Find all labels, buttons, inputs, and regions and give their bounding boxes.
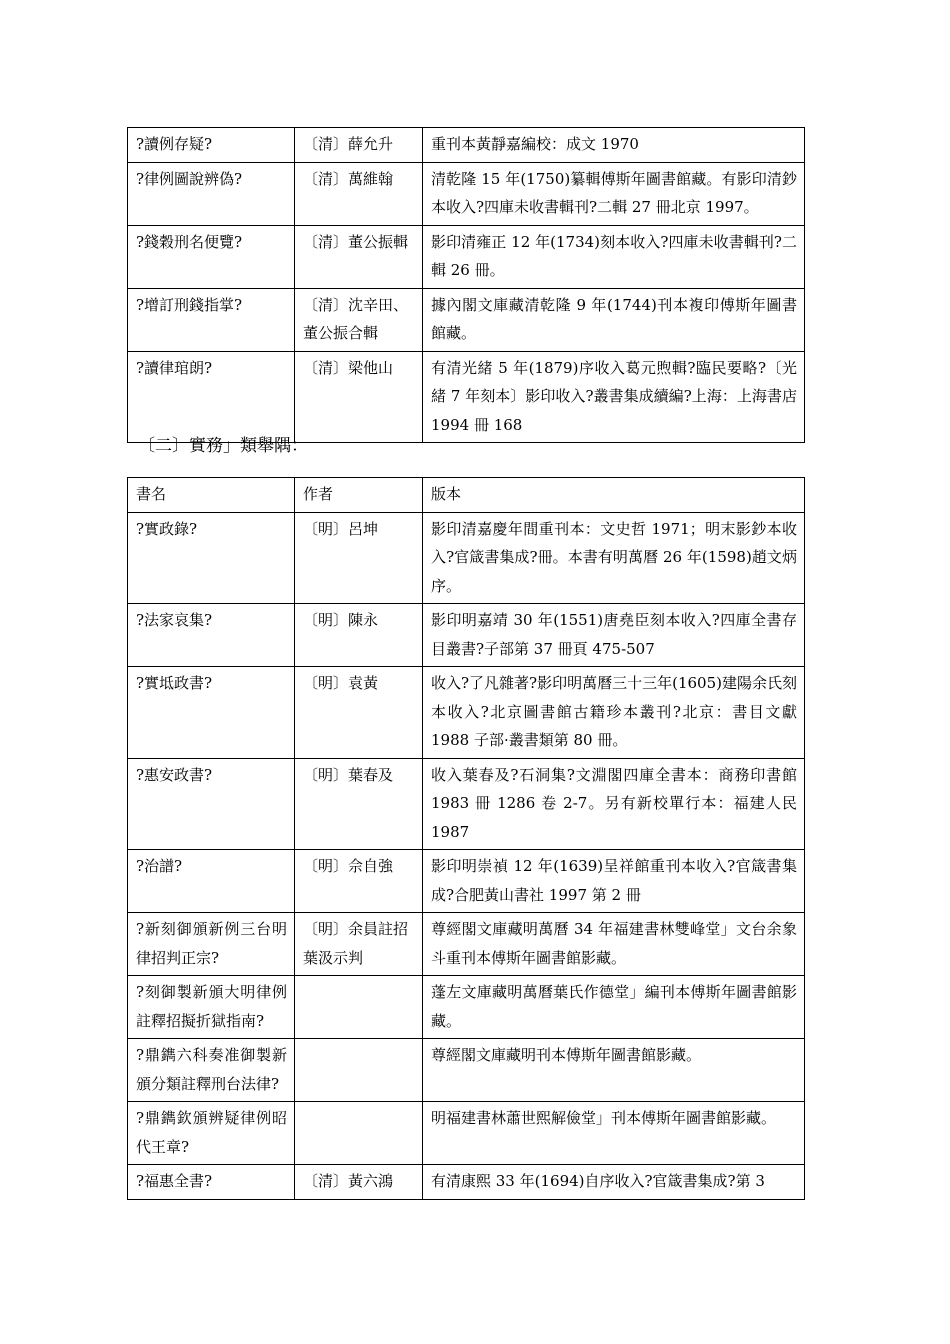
- edition-cell: 影印明嘉靖 30 年(1551)唐堯臣刻本收入?四庫全書存目叢書?子部第 37 冊頁 475-507: [423, 604, 805, 667]
- table-row: [128, 667, 805, 759]
- author-cell: [295, 1102, 423, 1165]
- table-row: [128, 604, 805, 667]
- section-heading: 〔二〕實務」類舉隅：: [138, 436, 308, 456]
- edition-cell: 據內閣文庫藏清乾隆 9 年(1744)刊本複印傅斯年圖書館藏。: [423, 288, 805, 351]
- table-row: [128, 1102, 805, 1165]
- edition-cell: 收入葉春及?石洞集?文淵閣四庫全書本：商務印書館 1983 冊 1286 卷 2-7。另有新校單行本：福建人民 1987: [423, 758, 805, 850]
- title-cell: ?實政錄?: [128, 512, 295, 604]
- title-cell: ?惠安政書?: [128, 758, 295, 850]
- author-cell: 〔明〕葉春及: [295, 758, 423, 850]
- table-legal-texts: [127, 127, 805, 443]
- table-header-row: [128, 478, 805, 513]
- edition-cell: 影印清雍正 12 年(1734)刻本收入?四庫未收書輯刊?二輯 26 冊。: [423, 225, 805, 288]
- title-cell: ?新刻御頒新例三台明律招判正宗?: [128, 913, 295, 976]
- title-cell: ?錢穀刑名便覽?: [128, 225, 295, 288]
- table-row: [128, 913, 805, 976]
- title-cell: ?鼎鐫欽頒辨疑律例昭代王章?: [128, 1102, 295, 1165]
- table-row: [128, 288, 805, 351]
- title-cell: ?讀律琯朗?: [128, 351, 295, 443]
- table-row: [128, 512, 805, 604]
- edition-cell: 影印清嘉慶年間重刊本：文史哲 1971；明末影鈔本收入?官箴書集成?冊。本書有明萬曆 26 年(1598)趙文炳序。: [423, 512, 805, 604]
- edition-cell: 蓬左文庫藏明萬曆葉氏作德堂」編刊本傅斯年圖書館影藏。: [423, 976, 805, 1039]
- author-cell: 〔清〕董公振輯: [295, 225, 423, 288]
- header-edition: 版本: [423, 478, 805, 513]
- edition-cell: 尊經閣文庫藏明萬曆 34 年福建書林雙峰堂」文台余象斗重刊本傅斯年圖書館影藏。: [423, 913, 805, 976]
- title-cell: ?增訂刑錢指掌?: [128, 288, 295, 351]
- author-cell: 〔明〕呂坤: [295, 512, 423, 604]
- title-cell: ?福惠全書?: [128, 1165, 295, 1200]
- author-cell: [295, 976, 423, 1039]
- title-cell: ?鼎鐫六科奏准御製新頒分類註釋刑台法律?: [128, 1039, 295, 1102]
- table-practical-texts: [127, 477, 805, 1200]
- table-row: [128, 225, 805, 288]
- table-row: [128, 976, 805, 1039]
- table-row: [128, 128, 805, 163]
- author-cell: [295, 1039, 423, 1102]
- table-row: [128, 162, 805, 225]
- author-cell: 〔清〕薛允升: [295, 128, 423, 163]
- table-row: [128, 1039, 805, 1102]
- author-cell: 〔清〕沈辛田、董公振合輯: [295, 288, 423, 351]
- title-cell: ?刻御製新頒大明律例註釋招擬折獄指南?: [128, 976, 295, 1039]
- table-row: [128, 351, 805, 443]
- edition-cell: 尊經閣文庫藏明刊本傅斯年圖書館影藏。: [423, 1039, 805, 1102]
- edition-cell: 有清康熙 33 年(1694)自序收入?官箴書集成?第 3: [423, 1165, 805, 1200]
- table-row: [128, 1165, 805, 1200]
- header-author: 作者: [295, 478, 423, 513]
- title-cell: ?讀例存疑?: [128, 128, 295, 163]
- author-cell: 〔清〕黃六鴻: [295, 1165, 423, 1200]
- edition-cell: 影印明崇禎 12 年(1639)呈祥館重刊本收入?官箴書集成?合肥黃山書社 1997 第 2 冊: [423, 850, 805, 913]
- header-title: 書名: [128, 478, 295, 513]
- title-cell: ?法家哀集?: [128, 604, 295, 667]
- title-cell: ?實坻政書?: [128, 667, 295, 759]
- table-row: [128, 850, 805, 913]
- table-row: [128, 758, 805, 850]
- edition-cell: 收入?了凡雜著?影印明萬曆三十三年(1605)建陽余氏刻本收入?北京圖書館古籍珍本叢刊?北京：書目文獻 1988 子部·叢書類第 80 冊。: [423, 667, 805, 759]
- edition-cell: 重刊本黃靜嘉編校：成文 1970: [423, 128, 805, 163]
- author-cell: 〔明〕陳永: [295, 604, 423, 667]
- author-cell: 〔明〕袁黃: [295, 667, 423, 759]
- edition-cell: 有清光緒 5 年(1879)序收入葛元煦輯?臨民要略?〔光緒 7 年刻本〕影印收入?叢書集成續編?上海：上海書店 1994 冊 168: [423, 351, 805, 443]
- edition-cell: 清乾隆 15 年(1750)纂輯傅斯年圖書館藏。有影印清鈔本收入?四庫未收書輯刊?二輯 27 冊北京 1997。: [423, 162, 805, 225]
- title-cell: ?治譜?: [128, 850, 295, 913]
- title-cell: ?律例圖說辨偽?: [128, 162, 295, 225]
- author-cell: 〔清〕萬維翰: [295, 162, 423, 225]
- author-cell: 〔明〕佘自強: [295, 850, 423, 913]
- author-cell: 〔明〕余員註招葉汲示判: [295, 913, 423, 976]
- edition-cell: 明福建書林蕭世熙解儉堂」刊本傅斯年圖書館影藏。: [423, 1102, 805, 1165]
- author-cell: 〔清〕梁他山: [295, 351, 423, 443]
